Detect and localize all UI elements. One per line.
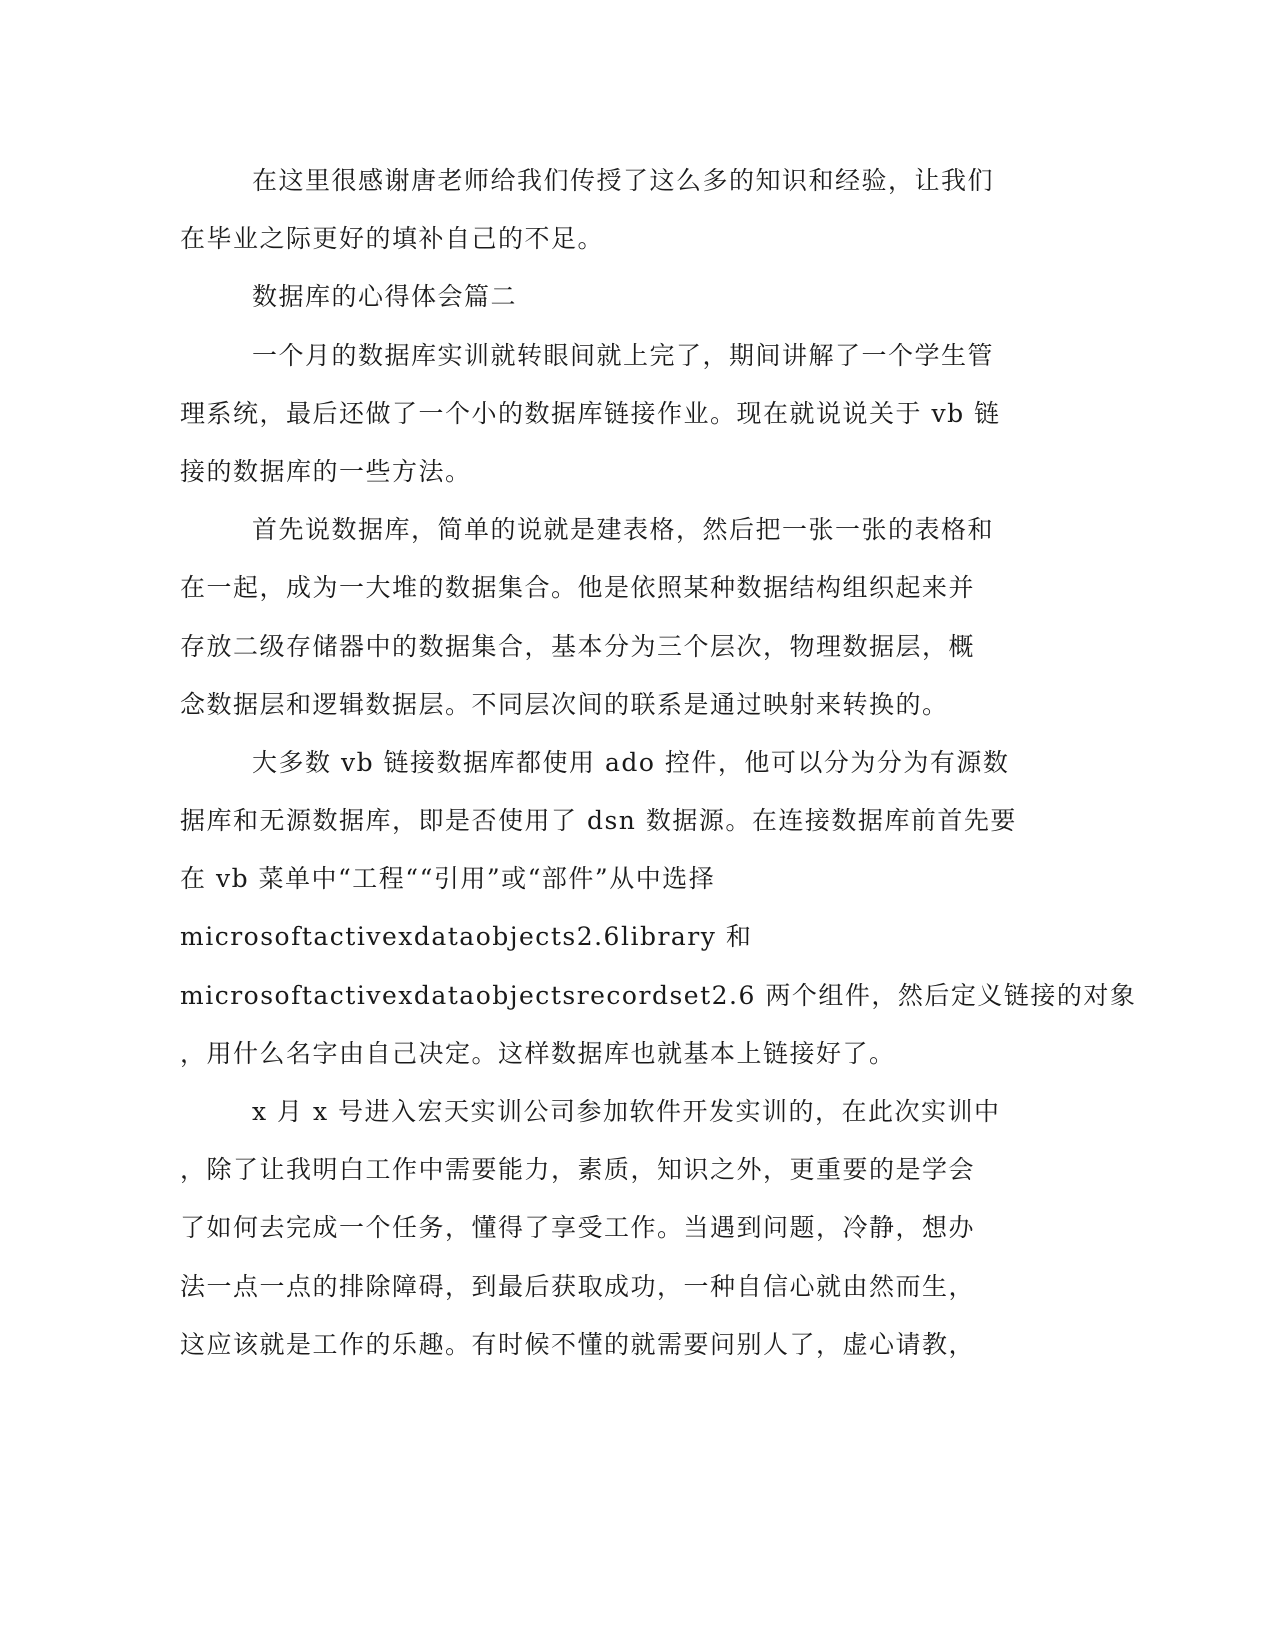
text-line: 据库和无源数据库，即是否使用了 dsn 数据源。在连接数据库前首先要 <box>180 806 1017 836</box>
text-line: ，除了让我明白工作中需要能力，素质，知识之外，更重要的是学会 <box>180 1155 976 1185</box>
text-line: 法一点一点的排除障碍，到最后获取成功，一种自信心就由然而生， <box>180 1271 976 1301</box>
text-line: 首先说数据库，简单的说就是建表格，然后把一张一张的表格和 <box>252 515 995 545</box>
text-line: 在 vb 菜单中“工程““引用”或“部件”从中选择 <box>180 864 716 894</box>
text-line: 在一起，成为一大堆的数据集合。他是依照某种数据结构组织起来并 <box>180 573 976 603</box>
text-line: 理系统，最后还做了一个小的数据库链接作业。现在就说说关于 vb 链 <box>180 398 1001 428</box>
document-body <box>180 152 1137 1374</box>
section-heading: 数据库的心得体会篇二 <box>252 282 518 312</box>
text-line: 在毕业之际更好的填补自己的不足。 <box>180 224 605 254</box>
text-line: 了如何去完成一个任务，懂得了享受工作。当遇到问题，冷静，想办 <box>180 1213 976 1243</box>
text-line: x 月 x 号进入宏天实训公司参加软件开发实训的，在此次实训中 <box>252 1097 1001 1126</box>
text-line: microsoftactivexdataobjectsrecordset2.6 两个组件，然后定义链接的对象 <box>180 980 1137 1010</box>
text-line: microsoftactivexdataobjects2.6library 和 <box>180 922 753 952</box>
text-line: 存放二级存储器中的数据集合，基本分为三个层次，物理数据层，概 <box>180 631 976 661</box>
text-line: 这应该就是工作的乐趣。有时候不懂的就需要问别人了，虚心请教， <box>180 1329 976 1359</box>
text-line: 一个月的数据库实训就转眼间就上完了，期间讲解了一个学生管 <box>252 340 995 370</box>
text-line: 接的数据库的一些方法。 <box>180 456 472 486</box>
text-line: 念数据层和逻辑数据层。不同层次间的联系是通过映射来转换的。 <box>180 689 949 719</box>
text-line: 在这里很感谢唐老师给我们传授了这么多的知识和经验，让我们 <box>252 166 995 195</box>
text-line: 大多数 vb 链接数据库都使用 ado 控件，他可以分为分为有源数 <box>252 747 1010 777</box>
text-line: ，用什么名字由自己决定。这样数据库也就基本上链接好了。 <box>180 1038 896 1068</box>
